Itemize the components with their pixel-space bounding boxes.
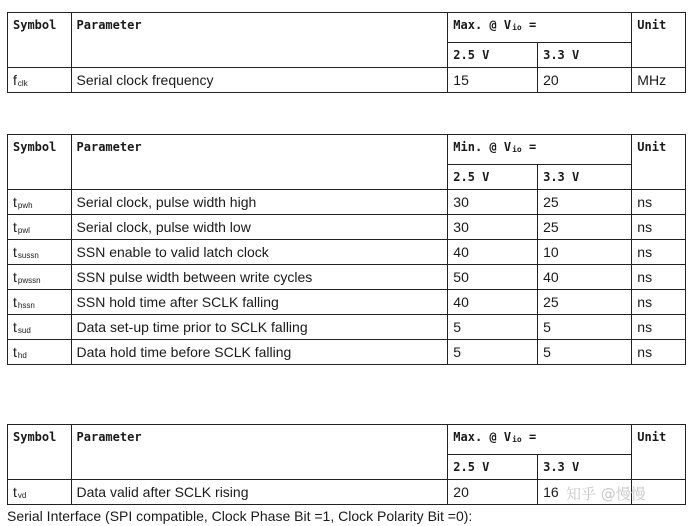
group-sub: io: [512, 23, 522, 32]
value-2v5-cell: 50: [448, 265, 538, 290]
clock-frequency-table: [7, 12, 686, 93]
voltage-2v5-header: 2.5 V: [448, 455, 538, 480]
unit-cell: ns: [632, 215, 686, 240]
symbol-header: Symbol: [8, 13, 72, 68]
table-row: [8, 240, 686, 265]
unit-cell: ns: [632, 340, 686, 365]
value-3v3-cell: 25: [538, 290, 632, 315]
table-row: [8, 315, 686, 340]
parameter-cell: SSN pulse width between write cycles: [71, 265, 448, 290]
symbol-cell: tsussn: [8, 240, 72, 265]
value-2v5-cell: 30: [448, 190, 538, 215]
group-prefix: Max. @ V: [453, 430, 512, 444]
unit-header: Unit: [632, 425, 686, 480]
group-suffix: =: [521, 140, 537, 154]
symbol-cell: fclk: [8, 68, 72, 93]
unit-cell: ns: [632, 315, 686, 340]
group-suffix: =: [521, 430, 537, 444]
group-sub: io: [512, 435, 522, 444]
group-sub: io: [512, 145, 522, 154]
symbol-cell: tpwh: [8, 190, 72, 215]
value-2v5-cell: 5: [448, 340, 538, 365]
voltage-group-header: [448, 425, 632, 455]
unit-cell: MHz: [632, 68, 686, 93]
symbol-header: Symbol: [8, 135, 72, 190]
table-row: [8, 68, 686, 93]
parameter-cell: Data valid after SCLK rising: [71, 480, 448, 505]
value-2v5-cell: 30: [448, 215, 538, 240]
group-suffix: =: [521, 18, 537, 32]
symbol-cell: thssn: [8, 290, 72, 315]
parameter-cell: Serial clock, pulse width low: [71, 215, 448, 240]
value-3v3-cell: 10: [538, 240, 632, 265]
table-row: [8, 290, 686, 315]
parameter-header: Parameter: [71, 13, 448, 68]
voltage-3v3-header: 3.3 V: [538, 43, 632, 68]
voltage-2v5-header: 2.5 V: [448, 43, 538, 68]
value-3v3-cell: 40: [538, 265, 632, 290]
parameter-cell: SSN hold time after SCLK falling: [71, 290, 448, 315]
symbol-cell: thd: [8, 340, 72, 365]
value-3v3-cell: 5: [538, 315, 632, 340]
parameter-header: Parameter: [71, 135, 448, 190]
unit-cell: ns: [632, 240, 686, 265]
watermark: 知乎 @慢慢: [566, 485, 646, 503]
symbol-cell: tsud: [8, 315, 72, 340]
value-3v3-cell: 25: [538, 190, 632, 215]
section-caption: Serial Interface (SPI compatible, Clock Phase Bit =1, Clock Polarity Bit =0):: [7, 508, 473, 524]
symbol-cell: tpwssn: [8, 265, 72, 290]
parameter-cell: Serial clock, pulse width high: [71, 190, 448, 215]
parameter-cell: SSN enable to valid latch clock: [71, 240, 448, 265]
unit-header: Unit: [632, 13, 686, 68]
unit-cell: ns: [632, 190, 686, 215]
unit-cell: ns: [632, 265, 686, 290]
value-2v5-cell: 40: [448, 240, 538, 265]
table-row: [8, 340, 686, 365]
value-2v5-cell: 20: [448, 480, 538, 505]
voltage-3v3-header: 3.3 V: [538, 455, 632, 480]
table-row: [8, 265, 686, 290]
symbol-cell: tvd: [8, 480, 72, 505]
value-3v3-cell: 16: [538, 480, 632, 505]
parameter-cell: Data hold time before SCLK falling: [71, 340, 448, 365]
parameter-cell: Data set-up time prior to SCLK falling: [71, 315, 448, 340]
voltage-group-header: [448, 13, 632, 43]
voltage-3v3-header: 3.3 V: [538, 165, 632, 190]
unit-header: Unit: [632, 135, 686, 190]
voltage-group-header: [448, 135, 632, 165]
group-prefix: Min. @ V: [453, 140, 512, 154]
table-row: [8, 215, 686, 240]
value-3v3-cell: 25: [538, 215, 632, 240]
voltage-2v5-header: 2.5 V: [448, 165, 538, 190]
table-row: [8, 190, 686, 215]
value-2v5-cell: 40: [448, 290, 538, 315]
group-prefix: Max. @ V: [453, 18, 512, 32]
symbol-header: Symbol: [8, 425, 72, 480]
value-3v3-cell: 5: [538, 340, 632, 365]
timing-min-table: [7, 134, 686, 365]
parameter-header: Parameter: [71, 425, 448, 480]
value-2v5-cell: 5: [448, 315, 538, 340]
parameter-cell: Serial clock frequency: [71, 68, 448, 93]
symbol-cell: tpwl: [8, 215, 72, 240]
value-2v5-cell: 15: [448, 68, 538, 93]
value-3v3-cell: 20: [538, 68, 632, 93]
unit-cell: ns: [632, 290, 686, 315]
